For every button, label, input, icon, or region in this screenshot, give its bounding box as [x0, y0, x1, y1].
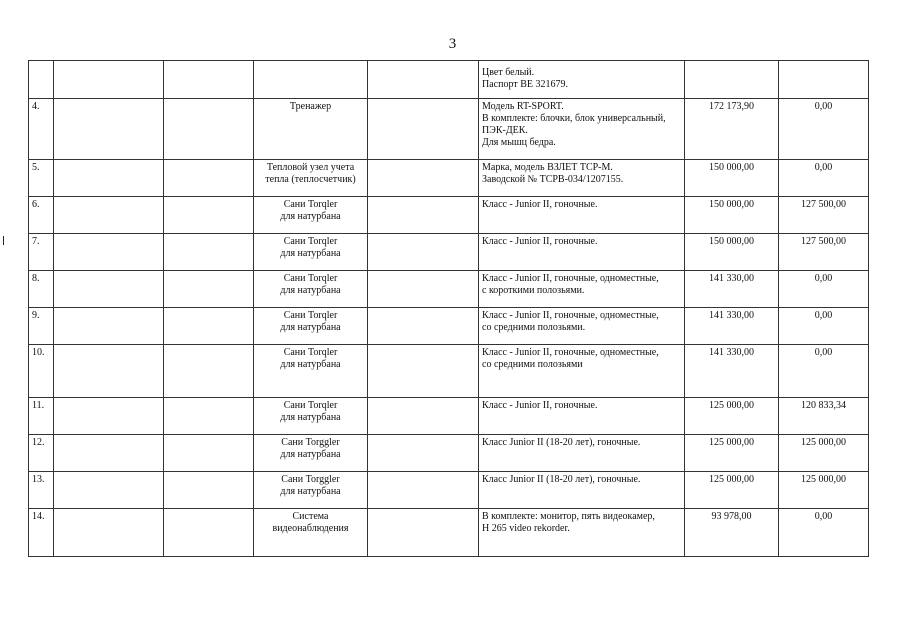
item-description: Класс - Junior II, гоночные, одноместные, с короткими полозьями.	[479, 271, 685, 308]
item-residual-value: 0,00	[779, 509, 869, 557]
table-row	[29, 160, 869, 197]
item-name: Сани Torqler для натурбана	[254, 398, 368, 435]
item-description: Класс Junior II (18-20 лет), гоночные.	[479, 472, 685, 509]
item-value: 141 330,00	[685, 345, 779, 398]
item-description: Класс - Junior II, гоночные.	[479, 234, 685, 271]
empty-cell	[164, 398, 254, 435]
item-name: Сани Torggler для натурбана	[254, 472, 368, 509]
item-description: Марка, модель ВЗЛЕТ ТСР-М. Заводской № ТСРВ-034/1207155.	[479, 160, 685, 197]
item-residual-value: 0,00	[779, 160, 869, 197]
item-name: Сани Torqler для натурбана	[254, 197, 368, 234]
item-description: Класс - Junior II, гоночные, одноместные, со средними полозьями.	[479, 308, 685, 345]
item-name: Сани Torqler для натурбана	[254, 234, 368, 271]
table-row	[29, 345, 869, 398]
row-number: 14.	[29, 509, 54, 557]
table-row	[29, 197, 869, 234]
item-name: Сани Torqler для натурбана	[254, 308, 368, 345]
table-row	[29, 271, 869, 308]
empty-cell	[368, 398, 479, 435]
empty-cell	[54, 345, 164, 398]
empty-cell	[54, 160, 164, 197]
table-row	[29, 398, 869, 435]
item-value: 93 978,00	[685, 509, 779, 557]
empty-cell	[164, 472, 254, 509]
table-row	[29, 234, 869, 271]
row-number	[29, 61, 54, 99]
item-description: Класс - Junior II, гоночные.	[479, 197, 685, 234]
empty-cell	[164, 509, 254, 557]
row-number: 13.	[29, 472, 54, 509]
item-residual-value: 0,00	[779, 308, 869, 345]
item-name: Тепловой узел учета тепла (теплосчетчик)	[254, 160, 368, 197]
item-description: В комплекте: монитор, пять видеокамер, H 265 video rekorder.	[479, 509, 685, 557]
empty-cell	[54, 234, 164, 271]
item-value: 150 000,00	[685, 197, 779, 234]
item-value: 150 000,00	[685, 234, 779, 271]
scan-edge-mark	[3, 236, 4, 245]
empty-cell	[164, 345, 254, 398]
empty-cell	[54, 472, 164, 509]
row-number: 4.	[29, 99, 54, 160]
item-residual-value: 127 500,00	[779, 234, 869, 271]
item-value: 125 000,00	[685, 472, 779, 509]
item-residual-value: 125 000,00	[779, 435, 869, 472]
empty-cell	[164, 435, 254, 472]
item-description: Класс - Junior II, гоночные, одноместные, со средними полозьями	[479, 345, 685, 398]
item-value: 141 330,00	[685, 271, 779, 308]
empty-cell	[164, 160, 254, 197]
empty-cell	[368, 345, 479, 398]
empty-cell	[368, 472, 479, 509]
page-number: 3	[448, 36, 457, 52]
row-number: 8.	[29, 271, 54, 308]
item-residual-value: 0,00	[779, 99, 869, 160]
row-number: 12.	[29, 435, 54, 472]
inventory-table	[28, 60, 869, 557]
item-value: 150 000,00	[685, 160, 779, 197]
item-name: Сани Torqler для натурбана	[254, 271, 368, 308]
item-name: Тренажер	[254, 99, 368, 160]
empty-cell	[54, 509, 164, 557]
item-value: 141 330,00	[685, 308, 779, 345]
empty-cell	[368, 308, 479, 345]
empty-cell	[54, 61, 164, 99]
item-description: Класс Junior II (18-20 лет), гоночные.	[479, 435, 685, 472]
item-residual-value: 120 833,34	[779, 398, 869, 435]
row-number: 5.	[29, 160, 54, 197]
item-residual-value: 0,00	[779, 345, 869, 398]
empty-cell	[368, 509, 479, 557]
item-value: 125 000,00	[685, 435, 779, 472]
empty-cell	[368, 435, 479, 472]
item-residual-value: 125 000,00	[779, 472, 869, 509]
row-number: 11.	[29, 398, 54, 435]
item-description: Модель RT-SPORT. В комплекте: блочки, блок универсальный, ПЭК-ДЕК. Для мышц бедра.	[479, 99, 685, 160]
empty-cell	[164, 99, 254, 160]
empty-cell	[368, 271, 479, 308]
table-row	[29, 509, 869, 557]
empty-cell	[54, 398, 164, 435]
item-description: Цвет белый. Паспорт ВЕ 321679.	[479, 61, 685, 99]
item-value: 172 173,90	[685, 99, 779, 160]
empty-cell	[368, 61, 479, 99]
item-description: Класс - Junior II, гоночные.	[479, 398, 685, 435]
empty-cell	[164, 61, 254, 99]
empty-cell	[54, 308, 164, 345]
empty-cell	[54, 99, 164, 160]
table-row	[29, 99, 869, 160]
row-number: 10.	[29, 345, 54, 398]
item-name: Сани Torggler для натурбана	[254, 435, 368, 472]
empty-cell	[164, 308, 254, 345]
empty-cell	[368, 197, 479, 234]
item-residual-value: 127 500,00	[779, 197, 869, 234]
row-number: 9.	[29, 308, 54, 345]
item-value	[685, 61, 779, 99]
item-name: Сани Torqler для натурбана	[254, 345, 368, 398]
row-number: 6.	[29, 197, 54, 234]
item-value: 125 000,00	[685, 398, 779, 435]
empty-cell	[164, 271, 254, 308]
table-row	[29, 472, 869, 509]
row-number: 7.	[29, 234, 54, 271]
empty-cell	[54, 197, 164, 234]
empty-cell	[54, 435, 164, 472]
table-row	[29, 435, 869, 472]
item-residual-value: 0,00	[779, 271, 869, 308]
item-name: Система видеонаблюдения	[254, 509, 368, 557]
empty-cell	[368, 160, 479, 197]
empty-cell	[54, 271, 164, 308]
empty-cell	[368, 99, 479, 160]
item-residual-value	[779, 61, 869, 99]
empty-cell	[368, 234, 479, 271]
table-row	[29, 61, 869, 99]
inventory-table-body	[29, 61, 869, 557]
item-name	[254, 61, 368, 99]
table-row	[29, 308, 869, 345]
empty-cell	[164, 197, 254, 234]
empty-cell	[164, 234, 254, 271]
